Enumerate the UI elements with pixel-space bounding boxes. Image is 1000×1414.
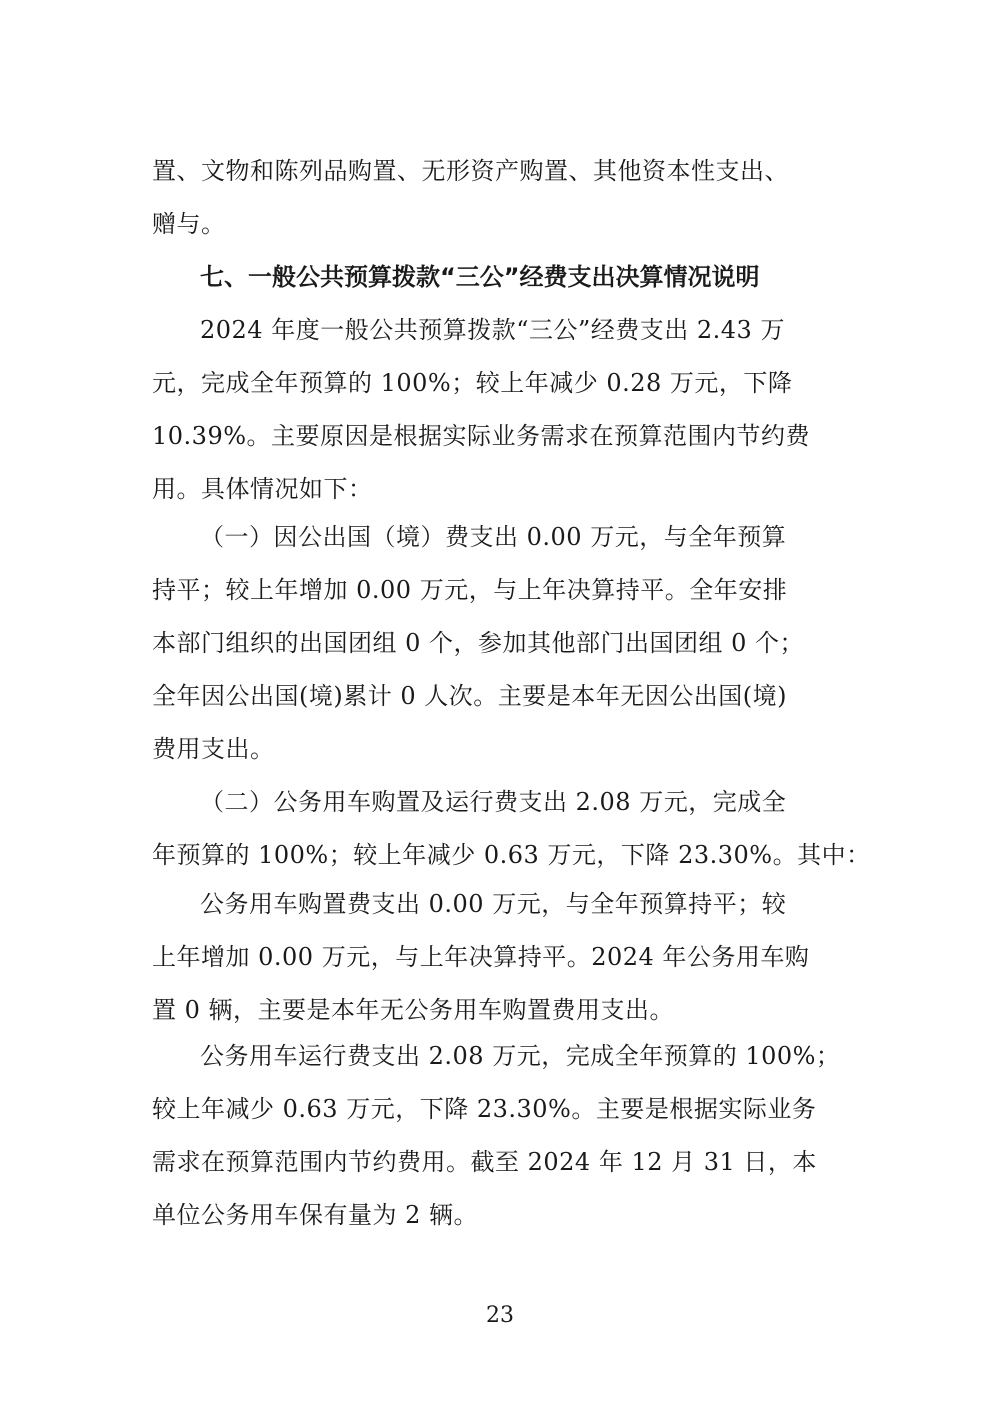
body-line: 置、文物和陈列品购置、无形资产购置、其他资本性支出、 (152, 157, 789, 185)
section-heading: 七、一般公共预算拨款“三公”经费支出决算情况说明 (200, 263, 760, 291)
body-line: 元，完成全年预算的 100%；较上年减少 0.28 万元，下降 (152, 369, 793, 397)
body-line: 单位公务用车保有量为 2 辆。 (152, 1201, 479, 1229)
body-line: 置 0 辆，主要是本年无公务用车购置费用支出。 (152, 996, 675, 1024)
body-line: 公务用车运行费支出 2.08 万元，完成全年预算的 100%； (200, 1042, 841, 1070)
body-line: 2024 年度一般公共预算拨款“三公”经费支出 2.43 万 (200, 316, 785, 344)
body-line: 需求在预算范围内节约费用。截至 2024 年 12 月 31 日，本 (152, 1148, 817, 1176)
body-line: 费用支出。 (152, 735, 275, 763)
body-line: 赠与。 (152, 210, 226, 238)
body-line: 本部门组织的出国团组 0 个，参加其他部门出国团组 0 个； (152, 629, 805, 657)
body-line: （二）公务用车购置及运行费支出 2.08 万元，完成全 (200, 788, 787, 816)
page-number: 23 (486, 1303, 514, 1328)
body-line: 公务用车购置费支出 0.00 万元，与全年预算持平；较 (200, 890, 787, 918)
body-line: 持平；较上年增加 0.00 万元，与上年决算持平。全年安排 (152, 576, 788, 604)
body-line: 用。具体情况如下： (152, 475, 373, 503)
body-line: 年预算的 100%；较上年减少 0.63 万元，下降 23.30%。其中： (152, 841, 871, 869)
body-line: 较上年减少 0.63 万元，下降 23.30%。主要是根据实际业务 (152, 1095, 817, 1123)
body-line: 上年增加 0.00 万元，与上年决算持平。2024 年公务用车购 (152, 943, 810, 971)
body-line: 全年因公出国(境)累计 0 人次。主要是本年无因公出国(境) (152, 682, 787, 710)
body-line: 10.39%。主要原因是根据实际业务需求在预算范围内节约费 (152, 422, 811, 450)
body-line: （一）因公出国（境）费支出 0.00 万元，与全年预算 (200, 523, 787, 551)
